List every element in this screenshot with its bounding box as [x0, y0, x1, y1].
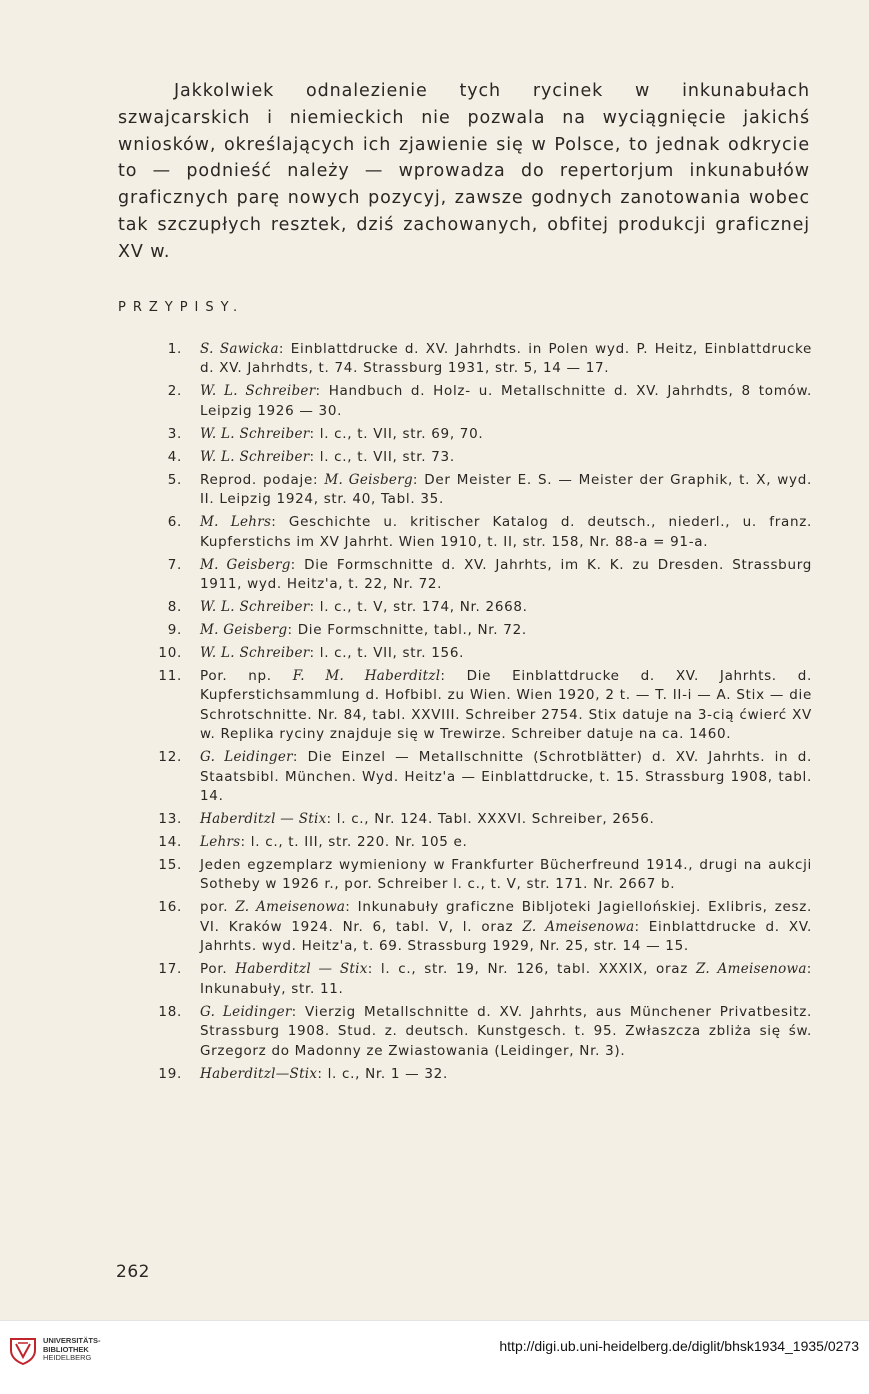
footnote-item — [156, 621, 812, 640]
footnote-item — [156, 667, 812, 745]
footnote-number: 16. — [158, 899, 182, 916]
footnote-text: : Geschichte u. kritischer Katalog d. deutsch., niederl., u. franz. Kupferstichs im XV Jahrht. Wien 1910, t. II, str. 158, Nr. 88-a = 91-a. — [200, 514, 813, 550]
footnote-text: : Vierzig Metallschnitte d. XV. Jahrhts, aus Münchener Privatbesitz. Strassburg 1908. Stud. z. deutsch. Kunstgesch. t. 95. Zwłaszcza zbliża się św. Grzegorz do Madonny ze Zwiastowania (Leidinger, Nr. 3). — [200, 1003, 812, 1059]
footnote-text: : l. c., Nr. 1 — 32. — [317, 1065, 448, 1082]
footnote-text: : l. c., t. V, str. 174, Nr. 2668. — [309, 599, 528, 616]
footnote-author: M. Lehrs — [200, 514, 272, 531]
footnote-item — [156, 425, 812, 444]
footnote-author: Haberditzl — Stix — [200, 811, 327, 828]
footnote-item — [156, 644, 812, 663]
footnote-author: W. L. Schreiber — [200, 448, 310, 465]
footnotes-list — [156, 340, 812, 1088]
footnote-text: : Die Formschnitte d. XV. Jahrhts, im K. K. zu Dresden. Strassburg 1911, wyd. Heitz'a, t. 22, Nr. 72. — [200, 556, 812, 593]
footnote-item — [156, 1065, 812, 1084]
logo-line-2: BIBLIOTHEK — [43, 1344, 89, 1354]
footnote-author: M. Geisberg — [324, 471, 413, 488]
footnote-text-2: : Einblattdrucke d. XV. Jahrhts. wyd. Heitz'a, t. 69. Strassburg 1929, Nr. 25, str. 14 — 15. — [200, 918, 813, 955]
footnote-text: : Die Formschnitte, tabl., Nr. 72. — [287, 622, 527, 639]
footnote-item — [156, 810, 812, 829]
footnote-item — [156, 556, 812, 595]
footnote-author-2: Z. Ameisenowa — [695, 961, 807, 978]
footnote-number: 5. — [167, 471, 182, 488]
footnote-author: W. L. Schreiber — [200, 599, 310, 616]
footnote-author: Haberditzl — Stix — [235, 961, 368, 978]
footnote-text: : Die Einblattdrucke d. XV. Jahrhts. d. Kupferstichsammlung d. Hofbibl. zu Wien. Wien 1920, 2 t. — T. II-i — A. Stix — die Schrotschnitte. Nr. 84, tabl. XXVIII. Schreiber 2754. Stix datuje na 3-cią ćwierć XV w. Replika ryciny znajduje się w Trewirze. Schreiber datuje na ca. 1460. — [200, 668, 812, 743]
body-paragraph: Jakkolwiek odnalezienie tych rycinek w inkunabułach szwajcarskich i niemieckich nie pozwala na wyciągnięcie jakichś wniosków, określających ich zjawienie się w Polsce, to jednak odkrycie to — podnieść należy — wprowadza do repertorjum inkunabułów graficznych parę nowych pozycyj, zawsze godnych zanotowania wobec tak szczupłych resztek, dziś zachowanych, obfitej produkcji graficznej XV w. — [118, 81, 810, 262]
page-number: 262 — [116, 1262, 150, 1282]
footnote-item — [156, 340, 812, 379]
footnote-number: 10. — [158, 645, 182, 662]
footnote-author: W. L. Schreiber — [200, 425, 310, 442]
footnote-prefix: Por. np. — [200, 668, 293, 685]
footnote-text: : l. c., t. VII, str. 156. — [309, 645, 465, 662]
footnote-item — [156, 1003, 812, 1061]
footnote-number: 14. — [158, 834, 182, 851]
footnote-item — [156, 598, 812, 617]
footnote-text: : Handbuch d. Holz- u. Metallschnitte d. XV. Jahrhdts, 8 tomów. Leipzig 1926 — 30. — [200, 383, 812, 419]
viewer-footer — [0, 1320, 869, 1394]
footnote-prefix: por. — [200, 899, 236, 916]
footnote-number: 6. — [167, 514, 182, 531]
footnote-text: : Der Meister E. S. — Meister der Graphik, t. X, wyd. II. Leipzig 1924, str. 40, Tabl. 35. — [200, 471, 812, 508]
footnote-author: Haberditzl—Stix — [200, 1065, 318, 1082]
footnote-item — [156, 833, 812, 852]
footnote-item — [156, 448, 812, 467]
permalink-url[interactable]: http://digi.ub.uni-heidelberg.de/diglit/bhsk1934_1935/0273 — [499, 1338, 859, 1354]
footnote-author: S. Sawicka — [200, 341, 279, 357]
footnote-author: G. Leidinger — [200, 1003, 292, 1020]
footnote-item — [156, 748, 812, 806]
heidelberg-crest-icon — [8, 1335, 38, 1365]
footnote-number: 4. — [167, 448, 182, 465]
footnote-text: : l. c., str. 19, Nr. 126, tabl. XXXIX, oraz — [367, 961, 696, 978]
footnote-author: W. L. Schreiber — [200, 383, 316, 400]
logo-line-1: UNIVERSITÄTS- — [43, 1336, 101, 1346]
footnote-author: G. Leidinger — [200, 749, 293, 766]
footnote-number: 11. — [158, 668, 182, 685]
footnote-number: 15. — [158, 857, 182, 874]
footnote-text: : Inkunabuły graficzne Bibljoteki Jagiellońskiej. Exlibris, zesz. VI. Kraków 1924. Nr. 6, tabl. V, l. oraz — [200, 899, 813, 935]
footnote-number: 1. — [167, 341, 182, 357]
footnote-author-2: Z. Ameisenowa — [522, 918, 635, 935]
footnote-author: F. M. Haberditzl — [292, 668, 441, 685]
footnote-number: 8. — [167, 599, 182, 616]
footnote-author: W. L. Schreiber — [200, 645, 310, 662]
footnote-text-2: : Inkunabuły, str. 11. — [200, 961, 812, 997]
footnote-number: 12. — [158, 749, 182, 766]
footnote-text: : l. c., t. III, str. 220. Nr. 105 e. — [240, 834, 468, 851]
footnote-author: M. Geisberg — [200, 556, 291, 573]
footnote-prefix: Por. — [200, 961, 236, 978]
footnote-author: Lehrs — [200, 834, 241, 851]
footnote-author: Z. Ameisenowa — [235, 899, 346, 916]
footnotes-heading: PRZYPISY. — [118, 300, 245, 315]
logo-line-3: HEIDELBERG — [43, 1353, 92, 1363]
footnote-number: 17. — [158, 961, 182, 978]
footnote-item — [156, 960, 812, 999]
footnote-number: 2. — [167, 383, 182, 400]
footnote-text: : Einblattdrucke d. XV. Jahrhdts. in Polen wyd. P. Heitz, Einblattdrucke d. XV. Jahrhdts, t. 74. Strassburg 1931, str. 5, 14 — 17. — [200, 341, 813, 377]
library-logo[interactable] — [8, 1335, 101, 1365]
footnote-item — [156, 382, 812, 421]
footnote-number: 18. — [158, 1003, 182, 1020]
footnote-item — [156, 513, 812, 552]
footnote-number: 19. — [158, 1065, 182, 1082]
footnote-text: : Die Einzel — Metallschnitte (Schrotblätter) d. XV. Jahrhts. in d. Staatsbibl. München. Wyd. Heitz'a — Einblattdrucke, t. 15. Strassburg 1908, tabl. 14. — [200, 749, 812, 805]
footnote-number: 9. — [167, 622, 182, 639]
footnote-number: 13. — [158, 811, 182, 828]
footnote-prefix: Reprod. podaje: — [200, 471, 325, 488]
footnote-item — [156, 471, 812, 510]
footnote-author: M. Geisberg — [200, 622, 288, 639]
footnote-text: Jeden egzemplarz wymieniony w Frankfurter Bücherfreund 1914., drugi na aukcji Sotheby w 1926 r., por. Schreiber l. c., t. V, str. 171. Nr. 2667 b. — [200, 857, 812, 893]
footnote-text: : l. c., t. VII, str. 73. — [309, 448, 455, 465]
footnote-text: : l. c., t. VII, str. 69, 70. — [309, 425, 484, 442]
footnote-number: 3. — [167, 425, 182, 442]
footnote-item — [156, 856, 812, 895]
footnote-item — [156, 898, 812, 956]
footnote-number: 7. — [167, 556, 182, 573]
footnote-text: : l. c., Nr. 124. Tabl. XXXVI. Schreiber, 2656. — [326, 811, 655, 828]
